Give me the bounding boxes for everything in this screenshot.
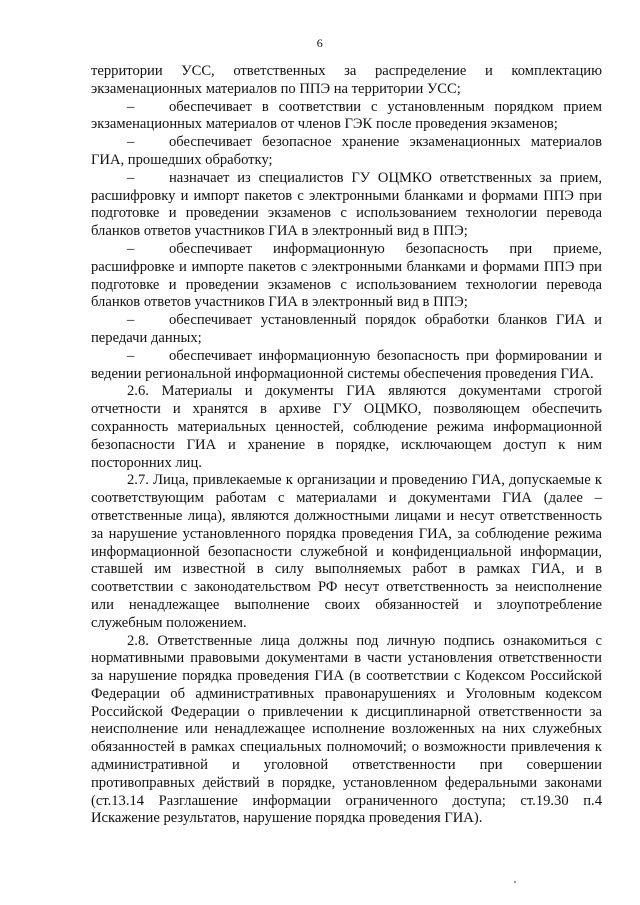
- paragraph-2-8: 2.8. Ответственные лица должны под личную подпись ознакомиться с нормативными правовыми документами в части установления ответственности за нарушение порядка проведения ГИА (в соответствии с Кодексом Российской Федерации об административных правонарушениях и Уголовным кодексом Российской Федерации о привлечении к дисциплинарной ответственности за неисполнение или ненадлежащее исполнение возложенных на них служебных обязанностей в рамках специальных полномочий; о возможности привлечения к административной и уголовной ответственности при совершении противоправных действий в порядке, установленном федеральными законами (ст.13.14 Разглашение информации ограниченного доступа; ст.19.30 п.4 Искажение результатов, нарушение порядка проведения ГИА).: [91, 632, 602, 827]
- paragraph-2-7: 2.7. Лица, привлекаемые к организации и проведению ГИА, допускаемые к соответствующим работам с материалами и документами ГИА (далее – ответственные лица), являются должностными лицами и несут ответственность за нарушение установленного порядка проведения ГИА, за соблюдение режима информационной безопасности служебной и конфиденциальной информации, ставшей им известной в силу выполняемых работ в рамках ГИА, и в соответствии с законодательством РФ несут ответственность за неисполнение или ненадлежащее выполнение своих обязанностей и злоупотребление служебным положением.: [91, 472, 602, 631]
- bullet-item-processing-order: [91, 312, 602, 348]
- bullet-text: обеспечивает безопасное хранение экзаменационных материалов ГИА, прошедших обработку;: [91, 134, 602, 168]
- bullet-dash: –: [127, 169, 135, 186]
- scan-speck: [514, 881, 516, 883]
- bullet-text: обеспечивает информационную безопасность при приеме, расшифровке и импорте пакетов с электронными бланками и формами ППЭ при подготовке и проведении экзаменов с использованием технологии перевода бланков ответов участников ГИА в электронный вид в ППЭ;: [91, 240, 602, 311]
- bullet-text: обеспечивает установленный порядок обработки бланков ГИА и передачи данных;: [91, 312, 602, 346]
- bullet-item-appoint-specialists: [91, 170, 602, 241]
- bullet-dash: –: [127, 98, 135, 115]
- paragraph-2-6: 2.6. Материалы и документы ГИА являются документами строгой отчетности и хранятся в архиве ГУ ОЦМКО, позволяющем обеспечить сохранность материальных ценностей, соблюдение режима информационной безопасности ГИА и хранение в порядке, исключающем доступ к ним посторонних лиц.: [91, 383, 602, 471]
- paragraph-continuation: территории УСС, ответственных за распределение и комплектацию экзаменационных материалов по ППЭ на территории УСС;: [91, 63, 602, 97]
- bullet-text: обеспечивает информационную безопасность при формировании и ведении региональной информационной системы обеспечения проведения ГИА.: [91, 347, 602, 382]
- bullet-item-receive-materials: [91, 99, 602, 135]
- bullet-item-information-security: [91, 241, 602, 312]
- bullet-item-regional-system-security: [91, 348, 602, 384]
- bullet-dash: –: [127, 134, 135, 151]
- bullet-dash: –: [127, 240, 135, 257]
- bullet-dash: –: [127, 347, 135, 364]
- bullet-item-secure-storage: [91, 134, 602, 170]
- document-body: [91, 63, 602, 828]
- bullet-text: обеспечивает в соответствии с установленным порядком прием экзаменационных материалов от членов ГЭК после проведения экзаменов;: [91, 98, 602, 133]
- page-number: 6: [316, 36, 324, 50]
- bullet-text: назначает из специалистов ГУ ОЦМКО ответственных за прием, расшифровку и импорт пакетов с электронными бланками и формами ППЭ при подготовке и проведении экзаменов с использованием технологии перевода бланков ответов участников ГИА в электронный вид в ППЭ;: [91, 169, 602, 240]
- bullet-dash: –: [127, 312, 135, 329]
